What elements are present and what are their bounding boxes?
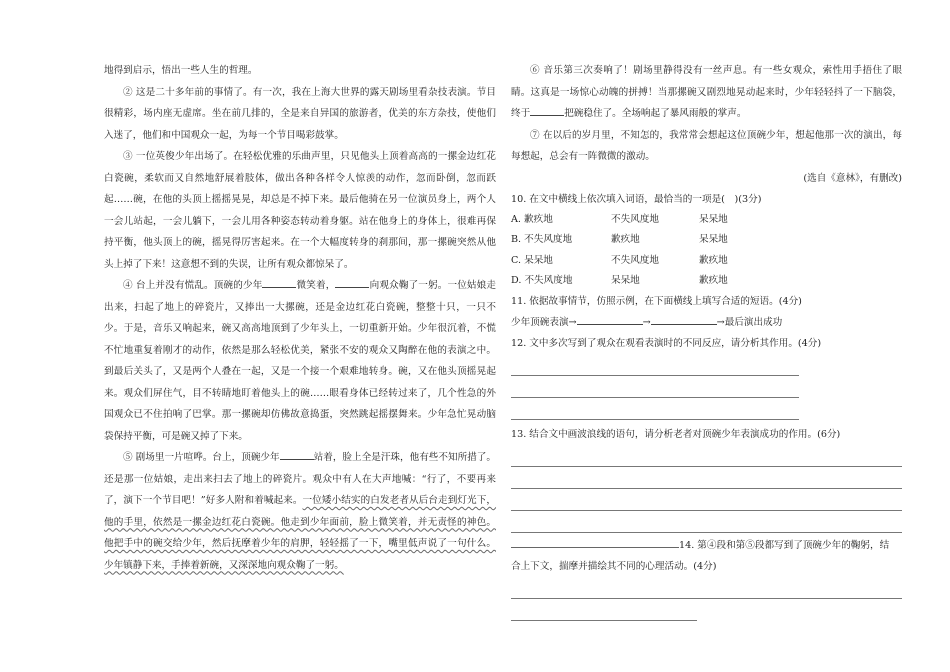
paragraph-4-part-3: 向观众鞠了一躬。一位姑娘走出来，扫起了地上的碎瓷片，又捧出一大摞碗，还是金边红花白瓷碗，整整十只，一只不少。于是，音乐又响起来，碗又高高地顶到了少年头上，一切重新开始。少年很沉着，不慌不忙地重复着刚才的动作，依然是那么轻松优美，紧张不安的观众又陶醉在他的表演之中。到最后关头了，又是两个人叠在一起，又是一个接一个艰难地转身。碗，又在他头顶摇晃起来。观众们屏住气，目不转睛地盯着他头上的碗……眼看身体已经转过来了，几个性急的外国观众已不住拍响了巴掌。那一摞碗却仿佛故意捣蛋，突然跳起摇摆舞来。少年急忙晃动脑袋保持平衡，可是碗又掉了下来。: [104, 280, 496, 442]
answer-line[interactable]: [511, 354, 799, 376]
source-note: (选自《意林》，有删改): [803, 172, 902, 184]
answer-line[interactable]: [511, 577, 902, 599]
wavy-underlined-sentence: 一位矮小结实的白发老者从后台走到灯光下，他的手里，依然是一摞金边红花白瓷碗。他走到少年面前，脸上微笑着，并无责怪的神色。他把手中的碗交给少年，然后抚摩着少年的肩胛，轻轻摇了一下，嘴里低声说了一句什么。少年镇静下来，手捧着新碗，又深深地向观众鞠了一躬。: [104, 495, 497, 571]
question-14-answer-area[interactable]: [511, 577, 902, 621]
question-12-answer-area[interactable]: [511, 354, 799, 420]
answer-line[interactable]: [511, 599, 697, 621]
answer-line[interactable]: [511, 489, 902, 511]
question-13-answer-area[interactable]: [511, 445, 902, 533]
option-c[interactable]: C. 呆呆地 不失风度地 歉疚地: [511, 254, 728, 266]
answer-blank-2[interactable]: [651, 315, 717, 325]
paragraph-4-part-1: ④ 台上并没有慌乱。顶碗的少年: [123, 280, 263, 291]
paragraph-4-part-2: 微笑着，: [296, 280, 336, 291]
sequence-arrow: →: [642, 317, 651, 329]
question-13: 13. 结合文中画波浪线的语句，请分析老者对顶碗少年表演成功的作用。(6分): [511, 429, 841, 441]
question-11: 11. 依据故事情节，仿照示例，在下面横线上填写合适的短语。(4分): [511, 296, 802, 308]
question-10-options: [511, 210, 902, 291]
question-11-sequence: [511, 312, 902, 333]
option-d[interactable]: D. 不失风度地 呆呆地 歉疚地: [511, 274, 728, 286]
right-column: [511, 60, 902, 621]
answer-line[interactable]: [511, 511, 902, 533]
answer-line[interactable]: [511, 398, 799, 420]
sequence-start: 少年顶碗表演→: [511, 317, 577, 329]
question-10: 10. 在文中横线上依次填入词语，最恰当的一项是( )(3分): [511, 194, 762, 205]
answer-line[interactable]: [511, 376, 799, 398]
paragraph-6-part-2: 把碗稳住了。全场响起了暴风雨般的掌声。: [564, 108, 747, 119]
paragraph-5-part-1: ⑤ 剧场里一片喧哗。台上，顶碗少年: [123, 452, 280, 463]
question-14: [511, 535, 902, 556]
paragraph-6-part-1: ⑥ 音乐第三次奏响了！剧场里静得没有一丝声息。有一些女观众，索性用手捂住了眼睛。这真是一场惊心动魄的拼搏！当那摞碗又剧烈地晃动起来时，少年轻轻抖了一下脑袋，终于: [511, 65, 902, 119]
fill-blank-3[interactable]: [280, 449, 314, 460]
fill-blank-4[interactable]: [530, 105, 564, 116]
question-14-line-2: 合上下文，揣摩并描绘其不同的心理活动。(4分): [511, 561, 717, 573]
paragraph-6: [511, 60, 902, 125]
answer-line[interactable]: [511, 445, 902, 467]
paragraph-5-part-2: 站着，脸上全是汗珠，他有些不知所措了。还是那一位姑娘，走出来扫去了地上的碎瓷片。观众中有人在大声地喊：“行了，不要再来了，演下一个节目吧！”好多人附和着喊起来。: [104, 452, 496, 506]
paragraph-4: [104, 275, 496, 447]
left-column: [104, 60, 496, 576]
paragraph-2: ② 这是二十多年前的事情了。有一次，我在上海大世界的露天剧场里看杂技表演。节目很精彩，场内座无虚席。坐在前几排的，全是来自异国的旅游者，优美的东方杂技，使他们入迷了，他们和中国观众一起，为每一个节目喝彩鼓掌。: [104, 86, 496, 141]
paragraph-3: ③ 一位英俊少年出场了。在轻松优雅的乐曲声里，只见他头上顶着高高的一摞金边红花白瓷碗，柔软而又自然地舒展着肢体，做出各种各样令人惊羡的动作，忽而卧倒，忽而跃起……碗，在他的头顶上摇摇晃晃，却总是不掉下来。最后他骑在另一位演员身上，两个人一会儿站起，一会儿躺下，一会儿用各种姿态转动着身躯。站在他身上的身体上，很难再保持平衡，他头顶上的碗，摇晃得厉害起来。在一个大幅度转身的刹那间，那一摞碗突然从他头上掉了下来！这意想不到的失误，让所有观众都惊呆了。: [104, 151, 496, 270]
answer-blank-1[interactable]: [577, 315, 643, 325]
paragraph-5: [104, 447, 496, 576]
answer-line[interactable]: [511, 467, 902, 489]
fill-blank-2[interactable]: [335, 277, 369, 288]
paragraph-7: ⑦ 在以后的岁月里，不知怎的，我常常会想起这位顶碗少年，想起他那一次的演出，每每想起，总会有一阵微微的激动。: [511, 129, 902, 162]
sequence-end: →最后演出成功: [716, 317, 783, 329]
option-b[interactable]: B. 不失风度地 歉疚地 呆呆地: [511, 234, 728, 246]
answer-blank-13-end[interactable]: [511, 538, 679, 548]
question-14-line-1: 14. 第④段和第⑤段都写到了顶碗少年的鞠躬，结: [679, 540, 890, 552]
question-12: 12. 文中多次写到了观众在观看表演时的不同反应，请分析其作用。(4分): [511, 338, 822, 350]
option-a[interactable]: A. 歉疚地 不失风度地 呆呆地: [511, 214, 728, 225]
paragraph-1: 地得到启示，悟出一些人生的哲理。: [104, 65, 258, 76]
fill-blank-1[interactable]: [262, 277, 296, 288]
